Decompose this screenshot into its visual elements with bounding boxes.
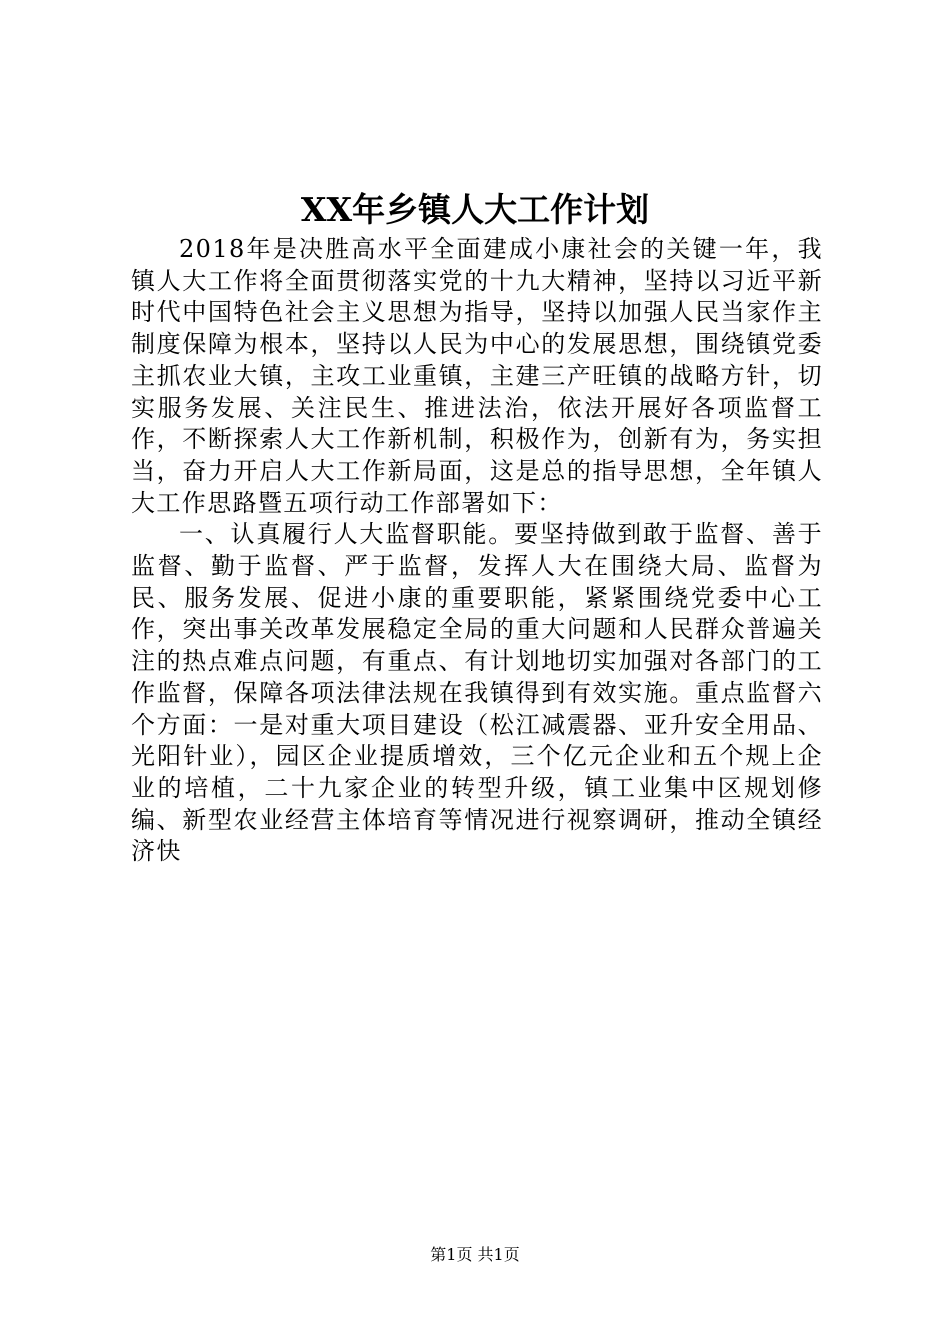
document-body xyxy=(131,234,823,868)
paragraph-intro: 2018年是决胜高水平全面建成小康社会的关键一年，我镇人大工作将全面贯彻落实党的十九大精神，坚持以习近平新时代中国特色社会主义思想为指导，坚持以加强人民当家作主制度保障为根本，坚持以人民为中心的发展思想，围绕镇党委主抓农业大镇，主攻工业重镇，主建三产旺镇的战略方针，切实服务发展、关注民生、推进法治，依法开展好各项监督工作，不断探索人大工作新机制，积极作为，创新有为，务实担当，奋力开启人大工作新局面，这是总的指导思想，全年镇人大工作思路暨五项行动工作部署如下： xyxy=(131,235,823,517)
document-title: XX年乡镇人大工作计划 xyxy=(300,190,650,229)
paragraph-section-1: 一、认真履行人大监督职能。要坚持做到敢于监督、善于监督、勤于监督、严于监督，发挥人大在围绕大局、监督为民、服务发展、促进小康的重要职能，紧紧围绕党委中心工作，突出事关改革发展稳定全局的重大问题和人民群众普遍关注的热点难点问题，有重点、有计划地切实加强对各部门的工作监督，保障各项法律法规在我镇得到有效实施。重点监督六个方面：一是对重大项目建设（松江减震器、亚升安全用品、光阳针业），园区企业提质增效，三个亿元企业和五个规上企业的培植，二十九家企业的转型升级，镇工业集中区规划修编、新型农业经营主体培育等情况进行视察调研，推动全镇经济快 xyxy=(131,520,823,866)
page-footer: 第1页 共1页 xyxy=(430,1245,520,1264)
